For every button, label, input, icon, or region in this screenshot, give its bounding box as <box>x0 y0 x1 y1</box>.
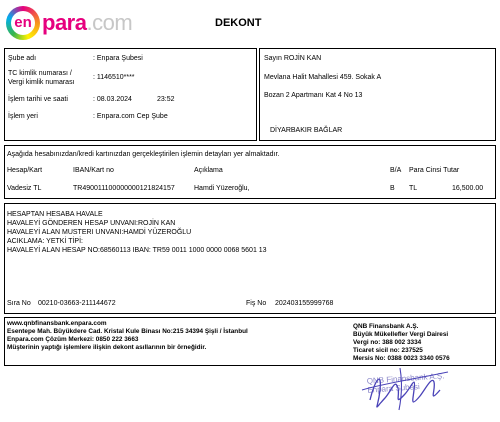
footer-address: Esentepe Mah. Büyükdere Cad. Kristal Kule Binası No:215 34394 Şişli / İstanbul <box>7 328 248 335</box>
row-account: Vadesiz TL <box>7 185 42 192</box>
sira-label: Sıra No <box>7 300 31 307</box>
footer-website: www.qnbfinansbank.enpara.com <box>7 320 107 327</box>
logo-ring-icon <box>6 6 40 40</box>
fis-value: 202403155999768 <box>275 300 334 307</box>
place-value: : Enpara.com Cep Şube <box>93 113 168 120</box>
document-title: DEKONT <box>215 17 262 29</box>
header-iban: IBAN/Kart no <box>73 167 114 174</box>
recipient-city: DİYARBAKIR BAĞLAR <box>270 127 343 134</box>
tc-label: TC kimlik numarası / <box>8 70 72 77</box>
detail-line-4: ACIKLAMA: YETKİ TİPİ: <box>7 238 83 245</box>
sira-value: 00210-03663-211144672 <box>38 300 116 307</box>
recipient-address-1: Mevlana Halit Mahallesi 459. Sokak A <box>264 74 382 81</box>
footer-tax-no: Vergi no: 388 002 3334 <box>353 339 422 346</box>
detail-line-2: HAVALEYİ GÖNDEREN HESAP UNVANI:ROJİN KAN <box>7 220 176 227</box>
detail-line-1: HESAPTAN HESABA HAVALE <box>7 211 103 218</box>
header-currency-amount: Para Cinsi Tutar <box>409 167 460 174</box>
logo-com-text: .com <box>86 10 133 35</box>
tc-value: : 1146510**** <box>93 74 135 81</box>
footer-mersis: Mersis No: 0388 0023 3340 0576 <box>353 355 450 362</box>
row-ba: B <box>390 185 395 192</box>
place-label: İşlem yeri <box>8 113 38 120</box>
header-account: Hesap/Kart <box>7 167 43 174</box>
signature-icon <box>350 360 450 415</box>
row-iban: TR490011100000000121824157 <box>73 185 175 192</box>
header-description: Açıklama <box>194 167 223 174</box>
footer-note: Müşterinin yaptığı işlemlere ilişkin dekont asıllarının bir örneğidir. <box>7 344 207 351</box>
tax-label: Vergi kimlik numarası <box>8 79 75 86</box>
footer-bank-name: QNB Finansbank A.Ş. <box>353 323 419 330</box>
row-amount: 16,500.00 <box>452 185 484 192</box>
date-label: İşlem tarihi ve saati <box>8 96 68 103</box>
footer-trade-reg: Ticaret sicil no: 237525 <box>353 347 423 354</box>
branch-info-box <box>4 48 257 141</box>
details-box <box>4 203 496 314</box>
row-currency: TL <box>409 185 418 192</box>
transaction-box <box>4 145 496 199</box>
transaction-intro: Aşağıda hesabınızdan/kredi kartınızdan gerçekleştirilen işlemin detayları yer almaktadır. <box>7 151 280 158</box>
logo-para-text: para <box>42 10 87 35</box>
footer-support: Enpara.com Çözüm Merkezi: 0850 222 3663 <box>7 336 139 343</box>
footer-box <box>4 317 496 366</box>
logo-en-text: en <box>11 11 35 35</box>
enpara-logo <box>4 6 144 40</box>
stamp-line-1: QNB Finansbank A.Ş. <box>366 371 445 386</box>
row-description: Hamdi Yüzeroğlu, <box>194 185 250 192</box>
recipient-address-2: Bozan 2 Apartmanı Kat 4 No 13 <box>264 92 363 99</box>
fis-label: Fiş No <box>246 300 267 307</box>
recipient-box <box>259 48 496 141</box>
header-ba: B/A <box>390 167 402 174</box>
recipient-name: Sayın ROJİN KAN <box>264 55 322 62</box>
branch-label: Şube adı <box>8 55 37 62</box>
detail-line-3: HAVALEYİ ALAN MUSTERI UNVANI:HAMDİ YÜZEROĞLU <box>7 229 192 236</box>
time-value: 23:52 <box>157 96 175 103</box>
branch-value: : Enpara Şubesi <box>93 55 143 62</box>
date-value: : 08.03.2024 <box>93 96 132 103</box>
detail-line-5: HAVALEYİ ALAN HESAP NO:68560113 IBAN: TR59 0011 1000 0000 0068 5601 13 <box>7 247 267 254</box>
footer-tax-office: Büyük Mükellefler Vergi Dairesi <box>353 331 449 338</box>
logo-wordmark <box>42 10 132 36</box>
stamp-line-2: Enpara Şubesi <box>367 382 421 395</box>
